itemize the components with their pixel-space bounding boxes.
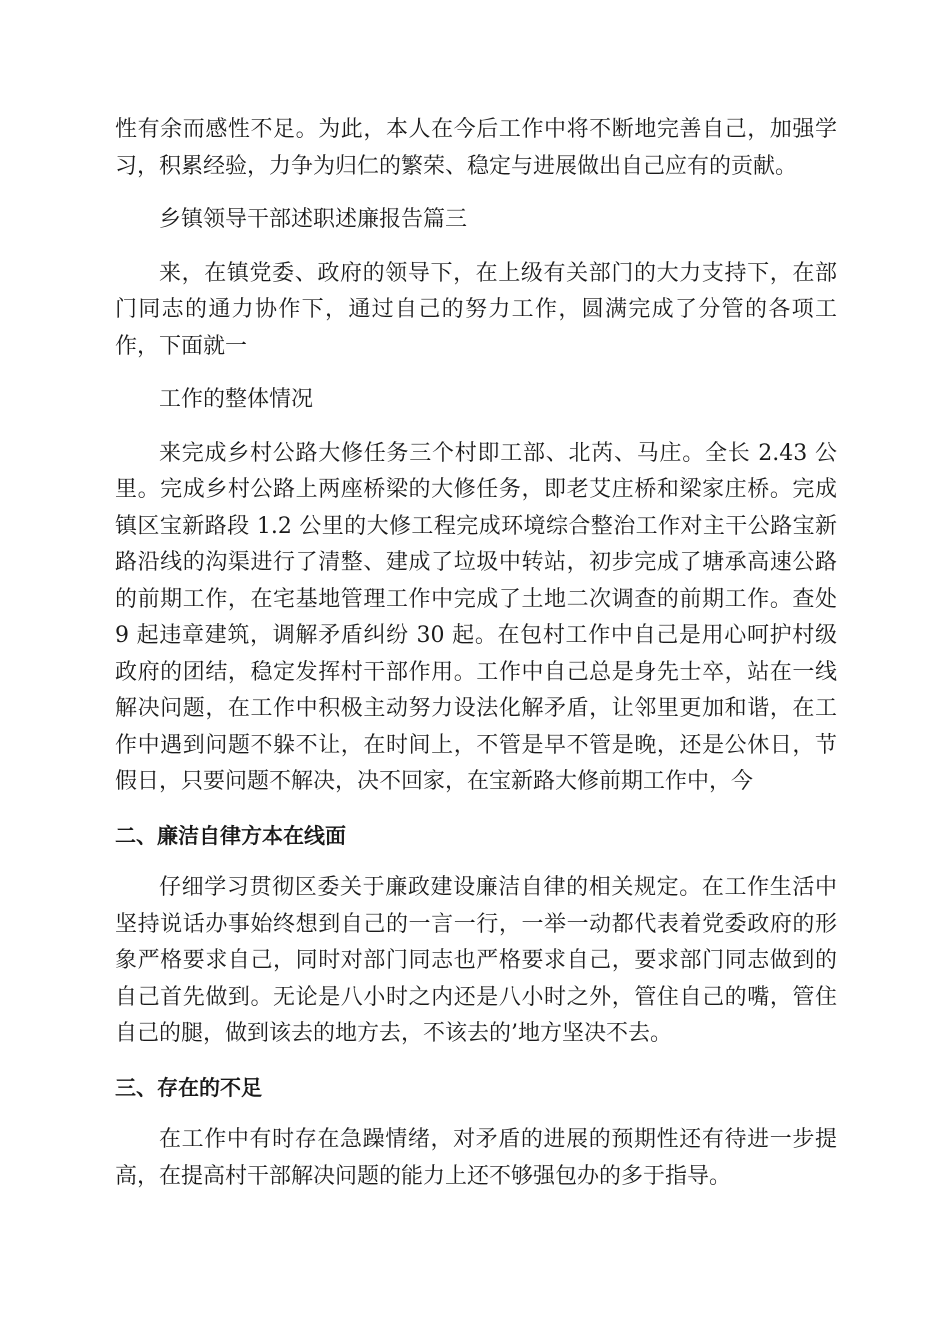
paragraph-integrity: 仔细学习贯彻区委关于廉政建设廉洁自律的相关规定。在工作生活中坚持说话办事始终想到自己的一言一行，一举一动都代表着党委政府的形象严格要求自己，同时对部门同志也严格要求自己，要求部门同志做到的自己首先做到。无论是八小时之内还是八小时之外，管住自己的嘴，管住自己的腿，做到该去的地方去，不该去的’地方坚决不去。 (115, 875, 837, 1046)
paragraph-opening: 来，在镇党委、政府的领导下，在上级有关部门的大力支持下，在部门同志的通力协作下，通过自己的努力工作，圆满完成了分管的各项工作，下面就一 (115, 260, 837, 359)
paragraph-intro: 性有余而感性不足。为此，本人在今后工作中将不断地完善自己，加强学习，积累经验，力争为归仁的繁荣、稳定与进展做出自己应有的贡献。 (115, 117, 837, 179)
section-heading-shortcomings: 三、存在的不足 (115, 1075, 262, 1100)
paragraph-work-details: 来完成乡村公路大修任务三个村即工部、北芮、马庄。全长 2.43 公里。完成乡村公路上两座桥梁的大修任务，即老艾庄桥和梁家庄桥。完成镇区宝新路段 1.2 公里的大修工程完成环境综合整治工作对主干公路宝新路沿线的沟渠进行了清整、建成了垃圾中转站，初步完成了塘承高速公路的前期工作，在宅基地管理工作中完成了土地二次调查的前期工作。查处 9 起违章建筑，调解矛盾纠纷 30 起。在包村工作中自己是用心呵护村级政府的团结，稳定发挥村干部作用。工作中自己总是身先士卒，站在一线解决问题，在工作中积极主动努力设法化解矛盾，让邻里更加和谐，在工作中遇到问题不躲不让，在时间上，不管是早不管是晚，还是公休日，节假日，只要问题不解决，决不回家，在宝新路大修前期工作中，今 (115, 440, 837, 794)
document-page (115, 112, 837, 1195)
subtitle-overall-work: 工作的整体情况 (159, 387, 314, 412)
paragraph-shortcomings: 在工作中有时存在急躁情绪，对矛盾的进展的预期性还有待进一步提高，在提高村干部解决问题的能力上还不够强包办的多于指导。 (115, 1127, 837, 1189)
subtitle-report-part-three: 乡镇领导干部述职述廉报告篇三 (159, 207, 468, 232)
section-heading-integrity: 二、廉洁自律方本在线面 (115, 823, 346, 848)
